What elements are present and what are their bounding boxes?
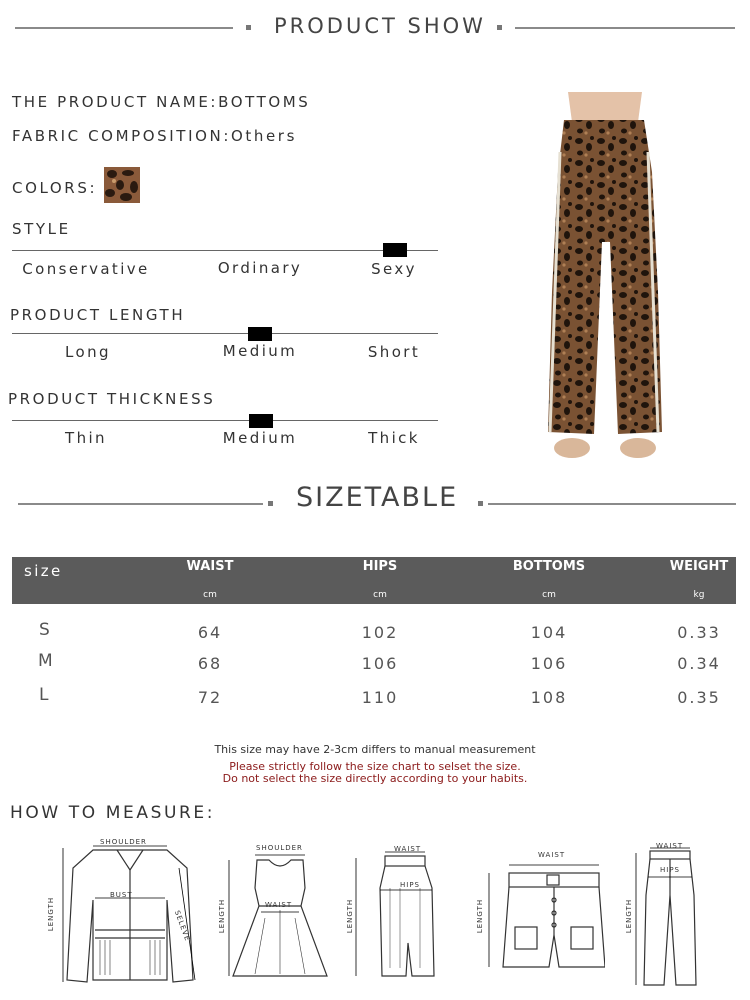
thickness-option-medium: Medium (222, 429, 298, 447)
table-row (0, 651, 750, 675)
header-rule-right (515, 27, 735, 29)
thickness-option-thick: Thick (368, 429, 420, 447)
row-size: L (39, 685, 49, 705)
shorts-diagram (475, 855, 605, 980)
sizetable-rule-right (488, 503, 736, 505)
sizetable-rule-left (18, 503, 263, 505)
style-title: STYLE (12, 220, 71, 238)
fabric-row (12, 127, 297, 145)
row-waist: 64 (197, 623, 223, 642)
size-warning-2: Do not select the size directly according to your habits. (222, 772, 528, 785)
jacket-length-label: LENGTH (47, 896, 56, 932)
torso-shape (568, 92, 642, 122)
row-weight: 0.33 (677, 623, 721, 642)
row-hips: 110 (361, 688, 399, 707)
waist-unit: cm (203, 590, 217, 600)
size-warning-1: Please strictly follow the size chart to selset the size. (229, 760, 521, 773)
skirt-hips-label: HIPS (400, 881, 420, 889)
shoe-left (554, 438, 590, 458)
color-swatch-leopard[interactable] (104, 167, 140, 203)
pants-shape (548, 120, 662, 434)
length-option-long: Long (65, 343, 111, 361)
row-waist: 72 (197, 688, 223, 707)
dress-waist-label: WAIST (265, 901, 293, 909)
waist-column-header: WAIST (186, 559, 234, 574)
length-title: PRODUCT LENGTH (10, 306, 186, 324)
pants-hips-label: HIPS (660, 866, 680, 874)
colors-label: COLORS: (12, 179, 98, 197)
jacket-sleeve-label: SELEVE (172, 909, 192, 943)
product-name-label: THE PRODUCT NAME: (12, 93, 219, 111)
fabric-value: Others (230, 127, 297, 145)
bottoms-unit: cm (542, 590, 556, 600)
dress-length-label: LENGTH (218, 898, 227, 934)
product-name-row (12, 93, 310, 111)
sizetable-dot-left (268, 501, 273, 506)
bottoms-column-header: BOTTOMS (512, 559, 586, 574)
skirt-length-label: LENGTH (346, 898, 355, 934)
row-size: S (39, 620, 50, 640)
size-table-header (12, 557, 736, 604)
style-option-sexy: Sexy (371, 260, 417, 278)
style-marker (383, 243, 407, 257)
row-size: M (38, 651, 53, 671)
header-dot-left (246, 25, 251, 30)
hips-column-header: HIPS (362, 559, 398, 574)
skirt-waist-label: WAIST (394, 845, 422, 853)
sizetable-dot-right (478, 501, 483, 506)
weight-column-header: WEIGHT (669, 559, 729, 574)
table-row (0, 620, 750, 644)
row-weight: 0.34 (677, 654, 721, 673)
jacket-bust-label: BUST (110, 891, 133, 899)
length-scale-line (12, 333, 438, 334)
measurement-note: This size may have 2-3cm differs to manual measurement (214, 743, 536, 756)
sizetable-title: SIZETABLE (296, 482, 459, 513)
length-option-short: Short (367, 343, 421, 361)
thickness-marker (249, 414, 273, 428)
row-hips: 102 (361, 623, 399, 642)
thickness-scale-line (12, 420, 438, 421)
jacket-shoulder-label: SHOULDER (100, 838, 147, 846)
weight-unit: kg (693, 590, 705, 600)
shorts-waist-label: WAIST (538, 851, 566, 859)
how-to-measure-title: HOW TO MEASURE: (10, 803, 216, 823)
row-waist: 68 (197, 654, 223, 673)
skirt-diagram (350, 848, 450, 983)
row-bottoms: 104 (530, 623, 568, 642)
pants-waist-label: WAIST (656, 842, 684, 850)
product-name-value: BOTTOMS (218, 93, 311, 111)
table-row (0, 685, 750, 709)
header-dot-right (497, 25, 502, 30)
pants-length-label: LENGTH (625, 898, 634, 934)
page-title: PRODUCT SHOW (274, 14, 486, 38)
style-scale-line (12, 250, 438, 251)
header-rule-left (15, 27, 233, 29)
dress-shoulder-label: SHOULDER (256, 844, 303, 852)
shorts-length-label: LENGTH (476, 898, 485, 934)
thickness-option-thin: Thin (65, 429, 107, 447)
row-weight: 0.35 (677, 688, 721, 707)
hips-unit: cm (373, 590, 387, 600)
thickness-title: PRODUCT THICKNESS (8, 390, 216, 408)
product-photo (530, 92, 685, 464)
row-bottoms: 108 (530, 688, 568, 707)
shoe-right (620, 438, 656, 458)
size-column-header: size (24, 562, 63, 580)
row-bottoms: 106 (530, 654, 568, 673)
style-option-ordinary: Ordinary (217, 259, 303, 277)
dress-diagram (225, 848, 335, 983)
length-marker (248, 327, 272, 341)
style-option-conservative: Conservative (22, 260, 150, 278)
length-option-medium: Medium (222, 342, 298, 360)
fabric-label: FABRIC COMPOSITION: (12, 127, 231, 145)
row-hips: 106 (361, 654, 399, 673)
